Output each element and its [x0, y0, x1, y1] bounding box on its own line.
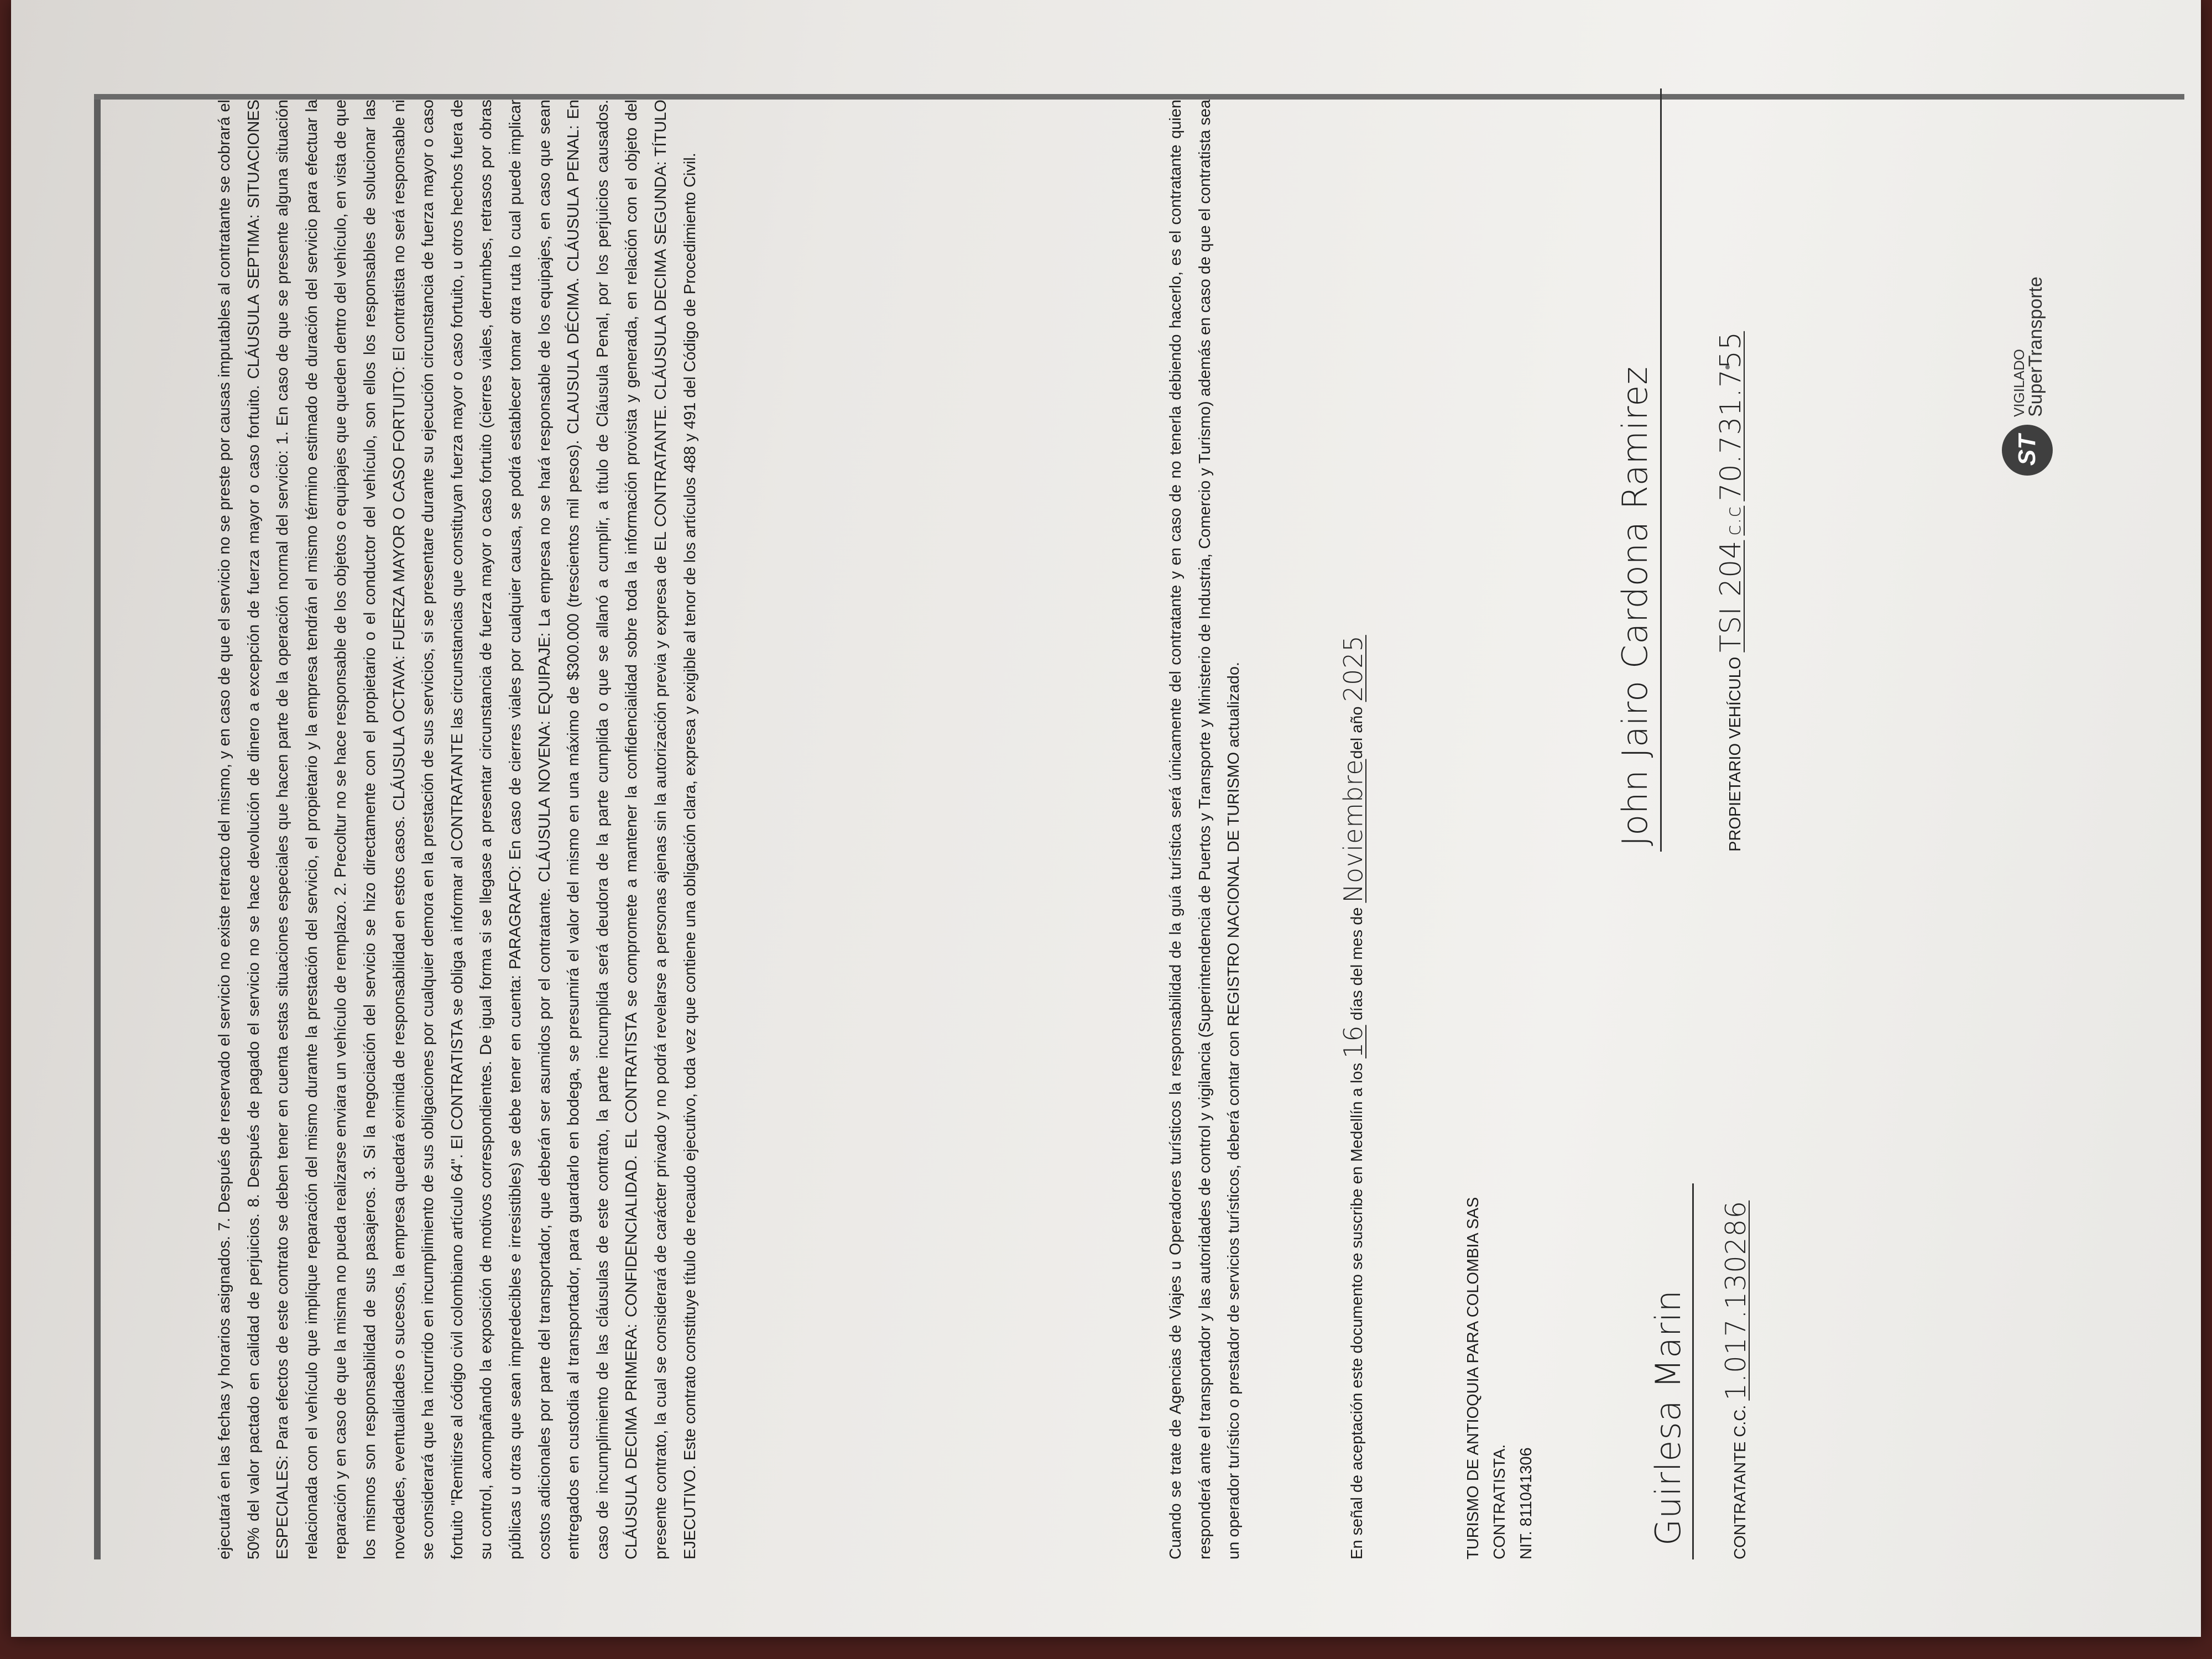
signature-line-contracting-party [1692, 1183, 1694, 1559]
st-logo-icon: ST [2002, 425, 2053, 476]
contractor-company: TURISMO DE ANTIOQUIA PARA COLOMBIA SAS [1464, 1197, 1482, 1559]
acceptance-year-handwritten: 2025 [1338, 635, 1368, 702]
vigilado-label: VIGILADO [2011, 349, 2027, 417]
contractor-role: CONTRATISTA. [1491, 1444, 1509, 1559]
contractor-nit: NIT. 811041306 [1517, 1447, 1535, 1559]
owner-plate-handwritten: TSI 204 [1714, 540, 1747, 653]
acceptance-month-handwritten: Noviembre [1338, 759, 1368, 903]
contract-clauses-paragraph: ejecutará en las fechas y horarios asignados. 7. Después de reservado el servicio no existe retracto del mismo, y en caso de que el servicio no se preste por causas imputables al contratante se cobrará el 50% del valor pactado en calidad de perjuicios. 8. Después de pagado el servicio no se hace devolución de dinero a excepción de fuerza mayor o caso fortuito. CLÁUSULA SEPTIMA: SITUACIONES ESPECIALES: Para efectos de este contrato se deben tener en cuenta estas situaciones especiales que hacen parte de la operación normal del servicio: 1. En caso de que se presente alguna situación relacionada con el vehículo que implique reparación del mismo durante la prestación del servicio, el propietario y la empresa tendrán el mismo término estimado de duración del servicio para efectuar la reparación y en caso de que la misma no pueda realizarse enviara un vehículo de remplazo. 2. Precoltur no se hace responsable de los objetos o equipajes que queden dentro del vehículo, en vista de que los mismos son responsabilidad de sus pasajeros. 3. Si la negociación del servicio se hizo directamente con el propietario o el conductor del vehículo, son ellos los responsables de solucionar las novedades, eventualidades o sucesos, la empresa quedará eximida de responsabilidad en estos casos. CLÁUSULA OCTAVA: FUERZA MAYOR O CASO FORTUITO: El contratista no será responsable ni se considerará que ha incurrido en incumplimiento de sus obligaciones por cualquier demora en la prestación de sus servicios, si se presentare durante su ejecución circunstancia de fuerza mayor o caso fortuito "Remitirse al código civil colombiano artículo 64". El CONTRATISTA se obliga a informar al CONTRATANTE las circunstancias que constituyan fuerza mayor o caso fortuito, u otros hechos fuera de su control, acompañando la exposición de motivos correspondientes. De igual forma si se llegase a presentar circunstancia de fuerza mayor o caso fortuito (cierres viales, derrumbes, retrasos por obras públicas u otras que sean impredecibles e irresistibles) se debe tener en cuenta: PARAGRAFO: En caso de cierres viales por cualquier causa, se podrá establecer tomar otra ruta lo cual puede implicar costos adicionales por parte del transportador, que deberán ser asumidos por el contratante. CLÁUSULA NOVENA: EQUIPAJE: La empresa no se hará responsable de los equipajes, en caso que sean entregados en custodia al transportador, para guardarlo en bodega, se presumirá el valor del mismo en una máximo de $300.000 (trescientos mil pesos). CLAUSULA DÉCIMA. CLÁUSULA PENAL: En caso de incumplimiento de las cláusulas de este contrato, la parte incumplida será deudora de la parte cumplida o que se allanó a cumplir, a título de Cláusula Penal, por los perjuicios causados. CLÁUSULA DECIMA PRIMERA: CONFIDENCIALIDAD. EL CONTRATISTA se compromete a mantener la confidencialidad sobre toda la información provista y generada, en relación con el objeto del presente contrato, la cual se considerará de carácter privado y no podrá revelarse a personas ajenas sin la autorización previa y expresa de EL CONTRATANTE. CLÁUSULA DECIMA SEGUNDA: TÍTULO EJECUTIVO. Este contrato constituye título de recaudo ejecutivo, toda vez que contiene una obligación clara, expresa y exigible al tenor de los artículos 488 y 491 del Código de Procedimiento Civil. [216, 100, 699, 1559]
supertransporte-seal [2002, 276, 2053, 476]
owner-signature: John Jairo Cardona Ramirez [1615, 366, 1655, 846]
contracting-party-cc-number: 1.017.130286 [1720, 1200, 1752, 1401]
tourism-responsibility-paragraph: Cuando se trate de Agencias de Viajes u Operadores turísticos la responsabilidad de la guía turística será únicamente del contratante y en caso de no tenerla debiendo hacerlo, es el contratante quien responderá ante el transportador y las autoridades de control y vigilancia (Superintendencia de Puertos y Transporte y Ministerio de Industria, Comercio y Turismo) además en caso de que el contratista sea un operador turístico o prestador de servicios turísticos, deberá contar con REGISTRO NACIONAL DE TURISMO actualizado. [1167, 100, 1243, 1559]
acceptance-suffix: del año [1348, 706, 1366, 759]
border-rule-left [94, 94, 101, 1559]
owner-id-line [1714, 331, 1747, 852]
contracting-party-cc-label: CONTRATANTE C.C. [1731, 1405, 1749, 1559]
contracting-party-id-line [1720, 1201, 1752, 1559]
signature-line-owner [1660, 88, 1662, 852]
owner-cc-label: c.c [1723, 505, 1745, 536]
border-rule-top [94, 94, 2184, 100]
supertransporte-label: SuperTransporte [2025, 276, 2046, 417]
contracting-party-signature: Guirlesa Marin [1648, 1290, 1688, 1546]
owner-cc-number-handwritten: 70.731.755 [1714, 331, 1747, 502]
owner-label: PROPIETARIO VEHÍCULO [1726, 656, 1744, 852]
acceptance-prefix: En señal de aceptación este documento se suscribe en Medellín a los [1348, 1063, 1366, 1559]
acceptance-day-handwritten: 16 [1338, 1025, 1368, 1058]
contractor-block [1460, 1197, 1540, 1559]
vigilado-text [2011, 276, 2044, 417]
acceptance-line [1338, 100, 1368, 1559]
contract-page [210, 100, 2090, 1593]
acceptance-mid: días del mes de [1348, 907, 1366, 1021]
